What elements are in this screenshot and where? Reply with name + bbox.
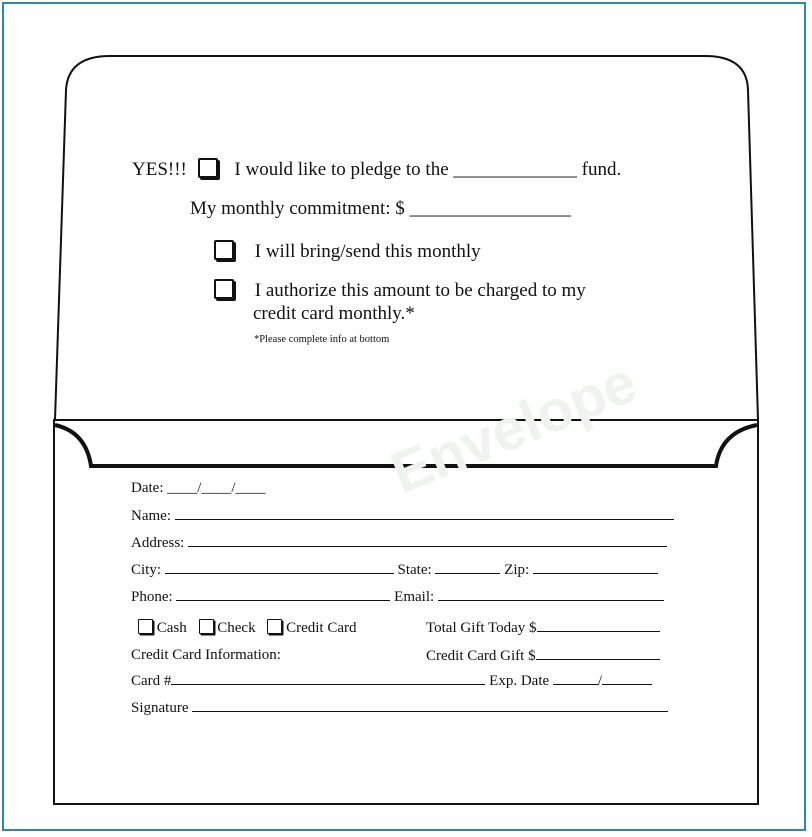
card-number-label: Card #	[131, 673, 172, 689]
total-gift-field[interactable]	[537, 619, 660, 632]
credit-card-label: Credit Card	[286, 620, 357, 636]
signature-row	[131, 699, 668, 717]
bring-checkbox[interactable]	[214, 240, 234, 260]
monthly-commitment: My monthly commitment: $ _________________	[190, 198, 572, 219]
payment-method-row	[138, 619, 356, 637]
state-label: State:	[397, 562, 432, 578]
city-row	[131, 561, 658, 579]
option-bring-row	[214, 240, 481, 263]
exp-month-field[interactable]	[553, 672, 598, 685]
credit-card-gift-row	[426, 647, 660, 665]
credit-card-info-label: Credit Card Information:	[131, 647, 281, 663]
exp-separator: /	[597, 673, 603, 689]
option-authorize-line1: I authorize this amount to be charged to my	[254, 280, 586, 301]
pledge-line	[132, 158, 621, 181]
watermark: Envelope	[382, 349, 646, 507]
zip-field[interactable]	[533, 561, 658, 574]
exp-date-label: Exp. Date	[489, 673, 550, 689]
pledge-checkbox[interactable]	[198, 158, 218, 178]
date-field[interactable]: Date: ____/____/____	[131, 480, 266, 496]
city-field[interactable]	[165, 561, 394, 574]
exp-year-field[interactable]	[602, 672, 652, 685]
check-label: Check	[217, 620, 256, 636]
phone-row	[131, 588, 664, 606]
cash-checkbox[interactable]	[138, 619, 153, 634]
cash-label: Cash	[156, 620, 187, 636]
name-field[interactable]	[175, 507, 674, 520]
yes-label: YES!!!	[132, 159, 187, 180]
credit-card-gift-field[interactable]	[536, 647, 660, 660]
state-field[interactable]	[435, 561, 500, 574]
email-field[interactable]	[438, 588, 664, 601]
check-checkbox[interactable]	[199, 619, 214, 634]
credit-card-checkbox[interactable]	[267, 619, 282, 634]
option-authorize-line2: credit card monthly.*	[253, 303, 415, 324]
address-field[interactable]	[188, 534, 667, 547]
email-label: Email:	[394, 589, 435, 605]
card-number-field[interactable]	[171, 672, 485, 685]
name-label: Name:	[131, 508, 171, 524]
complete-info-note: *Please complete info at bottom	[254, 334, 390, 345]
zip-label: Zip:	[504, 562, 530, 578]
authorize-checkbox[interactable]	[214, 279, 234, 299]
signature-field[interactable]	[192, 699, 668, 712]
address-label: Address:	[131, 535, 185, 551]
card-number-row	[131, 672, 652, 690]
phone-field[interactable]	[176, 588, 390, 601]
phone-label: Phone:	[131, 589, 173, 605]
option-bring-label: I will bring/send this monthly	[254, 241, 481, 262]
credit-card-gift-label: Credit Card Gift $	[426, 648, 536, 664]
city-label: City:	[131, 562, 162, 578]
pledge-text: I would like to pledge to the _____________ fund.	[234, 159, 622, 180]
total-gift-label: Total Gift Today $	[426, 620, 537, 636]
total-gift-row	[426, 619, 660, 637]
address-row	[131, 534, 667, 552]
name-row	[131, 507, 674, 525]
signature-label: Signature	[131, 700, 189, 716]
option-authorize-row	[214, 279, 586, 302]
